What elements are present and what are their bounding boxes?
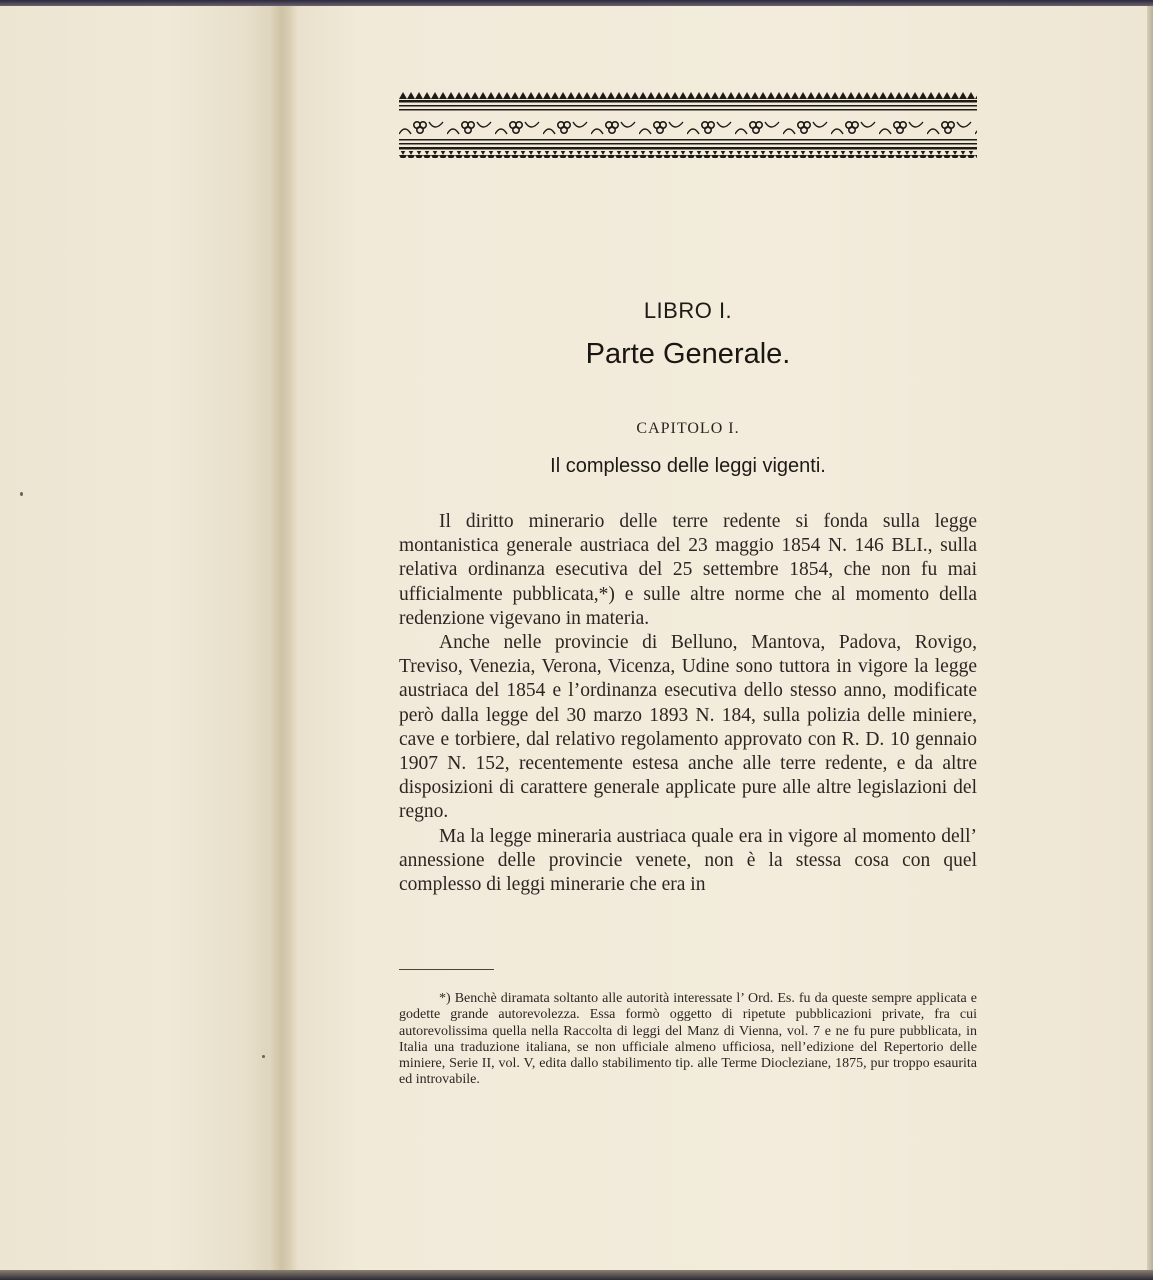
left-page-blank xyxy=(0,6,282,1270)
body-text xyxy=(399,510,977,897)
footnote-divider xyxy=(399,969,494,970)
book-gutter xyxy=(268,6,298,1270)
paragraph-1: Il diritto minerario delle terre redente si fonda sulla legge montanistica generale austriaca del 23 maggio 1854 N. 146 BLI., sulla relativa ordinanza esecutiva del 25 settembre 1854, che non fu mai ufficialmente pubblicata,*) e sulle altre norme che al momento della redenzione vigevano in materia. xyxy=(399,511,977,629)
page-right-edge xyxy=(1147,6,1153,1270)
paper-speck xyxy=(20,492,23,496)
footnote: *) Benchè diramata soltanto alle autorità interessate l’ Ord. Es. fu da queste sempre applicata e godette grande autorevolezza. Essa formò oggetto di ripetute pubblicazioni private, fra cui autorevolissima quella nella Raccolta di leggi del Manz di Vienna, vol. 7 e ne fu pure pubblicata, in Italia una traduzione italiana, se non ufficiale almeno ufficiosa, nell’edizione del Repertorio delle miniere, Serie II, vol. V, edita dallo stabilimento tip. alle Terme Diocleziane, 1875, pur troppo esaurita ed introvabile. xyxy=(399,991,977,1088)
paragraph-2: Anche nelle provincie di Belluno, Mantova, Padova, Rovigo, Treviso, Venezia, Verona, Vicenza, Udine sono tuttora in vigore la legge austriaca del 1854 e l’ordinanza esecutiva dello stesso anno, modificate però dalla legge del 30 marzo 1893 N. 184, sulla polizia delle miniere, cave e torbiere, dal relativo regolamento approvato con R. D. 10 gennaio 1907 N. 152, recentemente estesa anche alle terre redente, e da altre disposizioni di carattere generale applicate pure alle altre legislazioni del regno. xyxy=(399,632,977,823)
book-bottom-edge xyxy=(0,1270,1153,1280)
decorative-ornament-band xyxy=(399,92,977,158)
part-title: Parte Generale. xyxy=(585,338,791,370)
chapter-title: Il complesso delle leggi vigenti. xyxy=(550,455,826,477)
paragraph-3: Ma la legge mineraria austriaca quale era in vigore al momento dell’ annessione delle provincie venete, non è la stessa cosa con quel complesso di leggi minerarie che era in xyxy=(399,825,977,896)
book-label: LIBRO I. xyxy=(643,298,733,323)
chapter-label: CAPITOLO I. xyxy=(636,420,740,437)
paper-speck xyxy=(262,1055,265,1058)
